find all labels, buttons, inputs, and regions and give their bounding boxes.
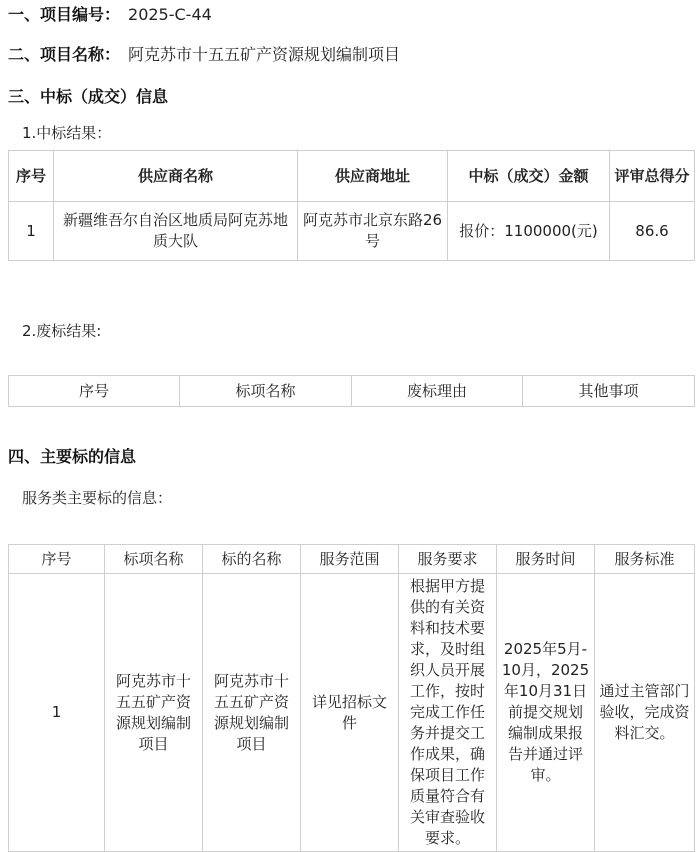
header-cell: 序号: [9, 151, 54, 202]
table-cell: 阿克苏市北京东路26号: [298, 202, 448, 261]
result2-title: 2.废标结果:: [22, 322, 102, 340]
result1-title: 1.中标结果：: [22, 124, 112, 142]
project-name-line: [8, 44, 400, 66]
header-cell: 废标理由: [352, 376, 523, 407]
section4-heading: [8, 446, 136, 468]
project-number-label: 一、项目编号：: [8, 5, 121, 24]
table-cell: 阿克苏市十五五矿产资源规划编制项目: [105, 574, 203, 852]
project-name-value: 阿克苏市十五五矿产资源规划编制项目: [128, 45, 401, 64]
header-cell: 服务要求: [399, 545, 497, 574]
table-cell: 1: [9, 574, 105, 852]
header-cell: 序号: [9, 376, 180, 407]
table-cell: 通过主管部门验收，完成资料汇交。: [595, 574, 695, 852]
header-cell: 其他事项: [523, 376, 695, 407]
project-name-label: 二、项目名称：: [8, 45, 121, 64]
table-cell: 1: [9, 202, 54, 261]
section4-title: 四、主要标的信息: [8, 447, 137, 466]
header-cell: 标的名称: [203, 545, 301, 574]
header-cell: 供应商地址: [298, 151, 448, 202]
table-row: [9, 202, 695, 261]
table-cell: 新疆维吾尔自治区地质局阿克苏地质大队: [54, 202, 298, 261]
service-target-table: [8, 544, 695, 852]
header-cell: 服务时间: [497, 545, 595, 574]
table-cell: 2025年5月-10月，2025年10月31日前提交规划编制成果报告并通过评审。: [497, 574, 595, 852]
project-number-line: [8, 4, 212, 26]
header-cell: 中标（成交）金额: [448, 151, 610, 202]
table-header-row: [9, 376, 695, 407]
table-cell: 阿克苏市十五五矿产资源规划编制项目: [203, 574, 301, 852]
table-cell: 根据甲方提供的有关资料和技术要求，及时组织人员开展工作，按时完成工作任务并提交工作成果，确保项目工作质量符合有关审查验收要求。: [399, 574, 497, 852]
header-cell: 序号: [9, 545, 105, 574]
table-header-row: [9, 545, 695, 574]
header-cell: 标项名称: [105, 545, 203, 574]
section3-title: 三、中标（成交）信息: [8, 87, 169, 106]
project-number-value: 2025-C-44: [128, 5, 212, 24]
table-cell: 报价：1100000(元): [448, 202, 610, 261]
failed-bid-table: [8, 375, 695, 407]
header-cell: 供应商名称: [54, 151, 298, 202]
table-row: [9, 574, 695, 852]
header-cell: 评审总得分: [610, 151, 695, 202]
table-header-row: [9, 151, 695, 202]
header-cell: 服务标准: [595, 545, 695, 574]
header-cell: 标项名称: [180, 376, 352, 407]
table-cell: 详见招标文件: [301, 574, 399, 852]
winning-result-table: [8, 150, 695, 261]
section3-heading: [8, 86, 168, 108]
table-cell: 86.6: [610, 202, 695, 261]
section4-subtitle: 服务类主要标的信息：: [22, 489, 173, 507]
header-cell: 服务范围: [301, 545, 399, 574]
